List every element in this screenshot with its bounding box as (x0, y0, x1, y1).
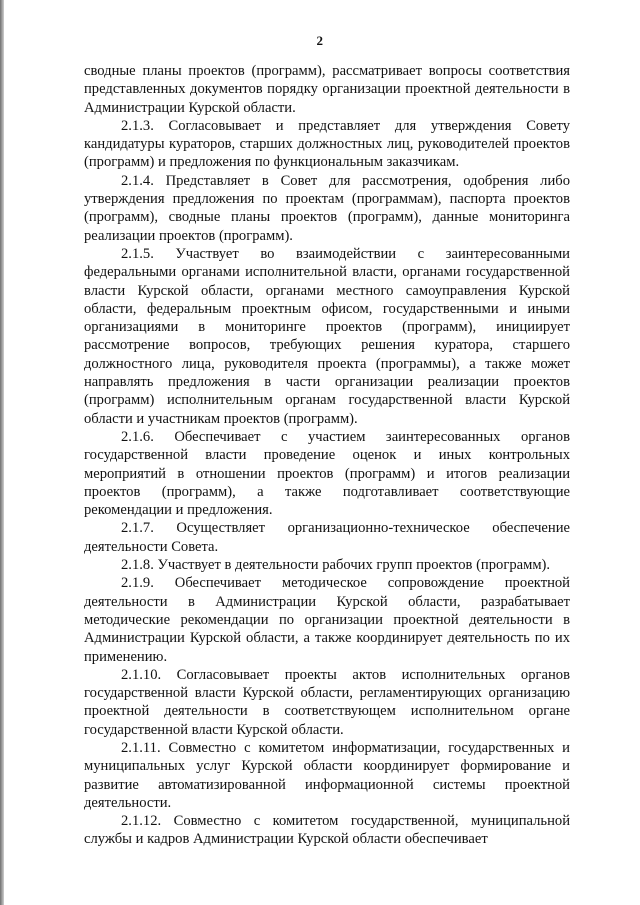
page-edge-shadow (0, 0, 4, 905)
paragraph-2-1-7: 2.1.7. Осуществляет организационно-техническое обеспечение деятельности Совета. (84, 520, 570, 555)
paragraph-2-1-11: 2.1.11. Совместно с комитетом информатизации, государственных и муниципальных услуг Курской области координирует формирование и развитие автоматизированной информационной системы проектной деятельности. (84, 739, 570, 811)
paragraph-2-1-6: 2.1.6. Обеспечивает с участием заинтересованных органов государственной власти проведение оценок и иных контрольных мероприятий в отношении проектов (программ) и итогов реализации проектов (программ), а также подготавливает соответствующие рекомендации и предложения. (84, 428, 570, 519)
paragraph-2-1-3: 2.1.3. Согласовывает и представляет для утверждения Совету кандидатуры кураторов, старших должностных лиц, руководителей проектов (программ) и предложения по функциональным заказчикам. (84, 117, 570, 171)
paragraph-2-1-12: 2.1.12. Совместно с комитетом государственной, муниципальной службы и кадров Администрации Курской области обеспечивает (84, 813, 570, 848)
paragraph-2-1-8: 2.1.8. Участвует в деятельности рабочих групп проектов (программ). (121, 557, 551, 574)
paragraph-2-1-5: 2.1.5. Участвует во взаимодействии с заинтересованными федеральными органами исполнительной власти, органами государственной власти Курской области, органами местного самоуправления Курской области, федеральным проектным офисом, государственными и иными организациями в мониторинге проектов (программ), инициирует рассмотрение вопросов, требующих решения куратора, старшего должностного лица, руководителя проекта (программы), а также может направлять предложения в части организации реализации проектов (программ) исполнительным органам государственной власти Курской области и участникам проектов (программ). (84, 245, 570, 427)
paragraph-2-1-4: 2.1.4. Представляет в Совет для рассмотрения, одобрения либо утверждения предложения по проектам (программам), паспорта проектов (программ), сводные планы проектов (программ), данные мониторинга реализации проектов (программ). (84, 172, 570, 244)
document-body (84, 62, 570, 849)
page-number: 2 (316, 33, 324, 48)
paragraph-2-1-9: 2.1.9. Обеспечивает методическое сопровождение проектной деятельности в Администрации Курской области, разрабатывает методические рекомендации по организации проектной деятельности в Администрации Курской области, а также координирует деятельность по их применению. (84, 575, 570, 665)
paragraph-continuation: сводные планы проектов (программ), рассматривает вопросы соответствия представленных документов порядку организации проектной деятельности в Администрации Курской области. (84, 63, 570, 116)
paragraph-2-1-10: 2.1.10. Согласовывает проекты актов исполнительных органов государственной власти Курской области, регламентирующих организацию проектной деятельности в соответствующем исполнительном органе государственной власти Курской области. (84, 666, 570, 738)
